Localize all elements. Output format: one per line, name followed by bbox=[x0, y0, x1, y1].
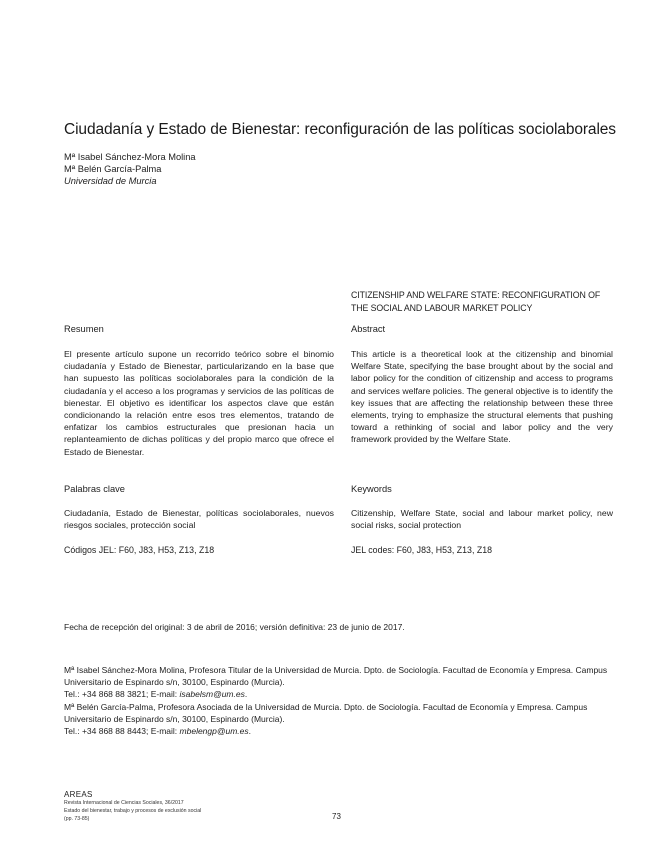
author-email[interactable]: isabelsm@um.es bbox=[179, 689, 245, 700]
reception-dates: Fecha de recepción del original: 3 de abril de 2016; versión definitiva: 23 de junio de 2017. bbox=[64, 622, 405, 632]
keywords-heading: Keywords bbox=[351, 484, 392, 494]
author-email[interactable]: mbelengp@um.es bbox=[179, 726, 249, 737]
palabras-clave-text: Ciudadanía, Estado de Bienestar, políticas sociolaborales, nuevos riesgos sociales, protección social bbox=[64, 508, 334, 531]
page-number: 73 bbox=[332, 812, 341, 821]
resumen-text: El presente artículo supone un recorrido teórico sobre el binomio ciudadanía y Estado de Bienestar, particularizando en la base que han supuesto las políticas sociolaborales para la condición de la ciudadanía y el acceso a los programas y servicios de las políticas de bienestar. El objetivo es identificar los aspectos clave que están condicionando la relación entre esos tres elementos, tratando de enfatizar los cambios estructurales que presionan hacia un replanteamiento de dichas políticas y del propio marco que ofrece el Estado de Bienestar. bbox=[64, 349, 334, 457]
palabras-clave-heading: Palabras clave bbox=[64, 484, 125, 494]
codigos-jel: Códigos JEL: F60, J83, H53, Z13, Z18 bbox=[64, 545, 215, 555]
resumen-heading: Resumen bbox=[64, 324, 104, 334]
contact-suffix: . bbox=[244, 689, 248, 700]
contact-suffix: . bbox=[248, 726, 252, 737]
contact-phone: Tel.: +34 868 88 8443; E-mail: bbox=[64, 726, 180, 737]
journal-info-line-1: Revista Internacional de Ciencias Sociales, 36/2017 bbox=[64, 800, 184, 806]
abstract-heading: Abstract bbox=[351, 324, 386, 334]
jel-codes: JEL codes: F60, J83, H53, Z13, Z18 bbox=[351, 545, 492, 555]
contact-phone: Tel.: +34 868 88 3821; E-mail: bbox=[64, 689, 180, 700]
author-contact bbox=[64, 725, 624, 737]
author-2: Mª Belén García-Palma bbox=[64, 164, 162, 174]
keywords-text: Citizenship, Welfare State, social and labour market policy, new social risks, social protection bbox=[351, 508, 613, 531]
author-bio-1 bbox=[64, 664, 624, 701]
journal-name: AREAS bbox=[64, 790, 93, 799]
author-bio-text: Mª Isabel Sánchez-Mora Molina, Profesora Titular de la Universidad de Murcia. Dpto. de Sociología. Facultad de Economía y Empresa. Campus Universitario de Espinardo s/n, 30100, Espinardo (Murcia). bbox=[64, 665, 608, 688]
author-bio-text: Mª Belén García-Palma, Profesora Asociada de la Universidad de Murcia. Dpto. de Sociología. Facultad de Economía y Empresa. Campus Universitario de Espinardo s/n, 30100, Espinardo (Murcia). bbox=[64, 702, 588, 725]
journal-info-line-2: Estado del bienestar, trabajo y procesos de exclusión social bbox=[64, 808, 202, 814]
journal-info-line-3: (pp. 73-85) bbox=[64, 816, 90, 822]
article-title: Ciudadanía y Estado de Bienestar: reconfiguración de las políticas sociolaborales bbox=[64, 121, 616, 138]
author-contact bbox=[64, 688, 624, 700]
abstract-text: This article is a theoretical look at the citizenship and binomial Welfare State, specifying the base brought about by the social and labor policy for the condition of citizenship and access to programs and services welfare policies. The general objective is to identify the key issues that are affecting the relationship between these three elements, trying to emphasize the structural elements that pushing toward a rethinking of social and labor policy and the very framework provided by the Welfare State. bbox=[351, 349, 613, 445]
author-bio-2 bbox=[64, 701, 624, 738]
author-1: Mª Isabel Sánchez-Mora Molina bbox=[64, 152, 196, 162]
affiliation: Universidad de Murcia bbox=[64, 176, 157, 186]
english-title: CITIZENSHIP AND WELFARE STATE: RECONFIGURATION OF THE SOCIAL AND LABOUR MARKET POLICY bbox=[351, 290, 601, 313]
